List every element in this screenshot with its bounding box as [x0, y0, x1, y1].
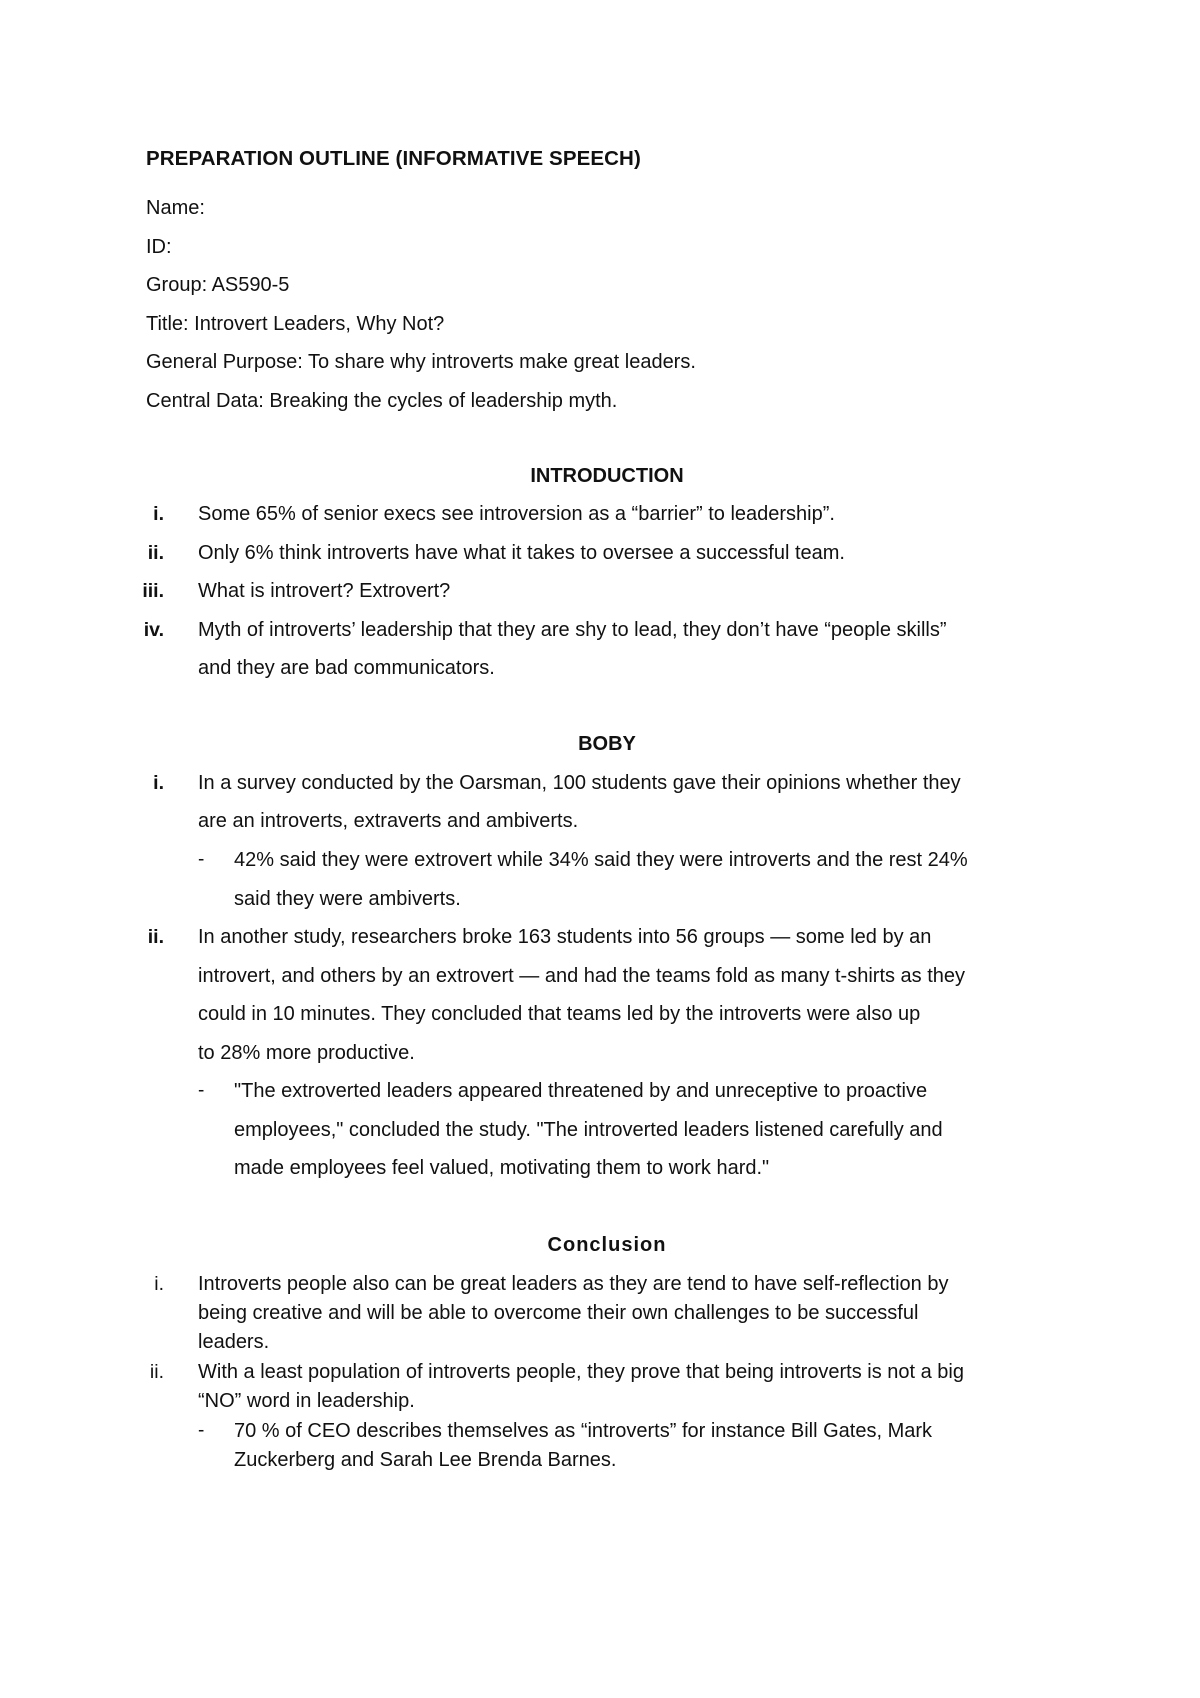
body-item-number: i. — [153, 772, 164, 794]
intro-item-number: ii. — [147, 542, 164, 564]
body-subitem-text: said they were ambiverts. — [234, 888, 461, 910]
intro-item-number: iv. — [143, 619, 164, 641]
conclusion-item-text: leaders. — [198, 1331, 270, 1353]
conclusion-item-number: i. — [154, 1273, 164, 1295]
body-subitem-text: employees," concluded the study. "The introverted leaders listened carefully and — [234, 1119, 943, 1141]
conclusion-item-number: ii. — [149, 1361, 164, 1383]
intro-item-text: Myth of introverts’ leadership that they are shy to lead, they don’t have “people skills” — [198, 619, 947, 641]
conclusion-item-text: “NO” word in leadership. — [198, 1390, 415, 1412]
body-item-text: are an introverts, extraverts and ambiverts. — [198, 810, 579, 832]
intro-item-number: i. — [153, 503, 164, 525]
intro-item-text: Only 6% think introverts have what it takes to oversee a successful team. — [198, 542, 845, 564]
conclusion-item-text: With a least population of introverts people, they prove that being introverts is not a big — [198, 1361, 964, 1383]
body-subitem-text: 42% said they were extrovert while 34% said they were introverts and the rest 24% — [234, 849, 968, 871]
central-data-field: Central Data: Breaking the cycles of leadership myth. — [146, 390, 618, 412]
document-title: PREPARATION OUTLINE (INFORMATIVE SPEECH) — [146, 147, 641, 170]
body-item-number: ii. — [147, 926, 164, 948]
id-field: ID: — [146, 236, 172, 258]
intro-item-text: What is introvert? Extrovert? — [198, 580, 451, 602]
bullet-dash: - — [198, 1420, 205, 1441]
intro-item-text: Some 65% of senior execs see introversion as a “barrier” to leadership”. — [198, 503, 835, 525]
group-field: Group: AS590-5 — [146, 274, 290, 296]
body-item-text: In another study, researchers broke 163 students into 56 groups — some led by an — [198, 926, 932, 948]
speech-title-field: Title: Introvert Leaders, Why Not? — [146, 313, 445, 335]
general-purpose-field: General Purpose: To share why introverts make great leaders. — [146, 351, 696, 373]
conclusion-subitem-text: 70 % of CEO describes themselves as “introverts” for instance Bill Gates, Mark — [234, 1420, 933, 1442]
intro-item-number: iii. — [142, 580, 164, 602]
conclusion-heading: Conclusion — [547, 1234, 667, 1256]
body-item-text: introvert, and others by an extrovert — and had the teams fold as many t-shirts as they — [198, 965, 966, 987]
conclusion-item-text: being creative and will be able to overcome their own challenges to be successful — [198, 1302, 919, 1324]
body-item-text: to 28% more productive. — [198, 1042, 415, 1064]
name-field: Name: — [146, 197, 205, 219]
body-item-text: In a survey conducted by the Oarsman, 100 students gave their opinions whether they — [198, 772, 961, 794]
intro-item-text: and they are bad communicators. — [198, 657, 495, 679]
body-heading: BOBY — [578, 733, 636, 755]
conclusion-item-text: Introverts people also can be great leaders as they are tend to have self-reflection by — [198, 1273, 949, 1295]
body-subitem-text: made employees feel valued, motivating them to work hard." — [234, 1157, 770, 1179]
conclusion-subitem-text: Zuckerberg and Sarah Lee Brenda Barnes. — [234, 1449, 617, 1471]
body-subitem-text: "The extroverted leaders appeared threatened by and unreceptive to proactive — [234, 1080, 928, 1102]
body-item-text: could in 10 minutes. They concluded that teams led by the introverts were also up — [198, 1003, 921, 1025]
bullet-dash: - — [198, 849, 205, 870]
bullet-dash: - — [198, 1080, 205, 1101]
introduction-heading: INTRODUCTION — [530, 465, 684, 487]
